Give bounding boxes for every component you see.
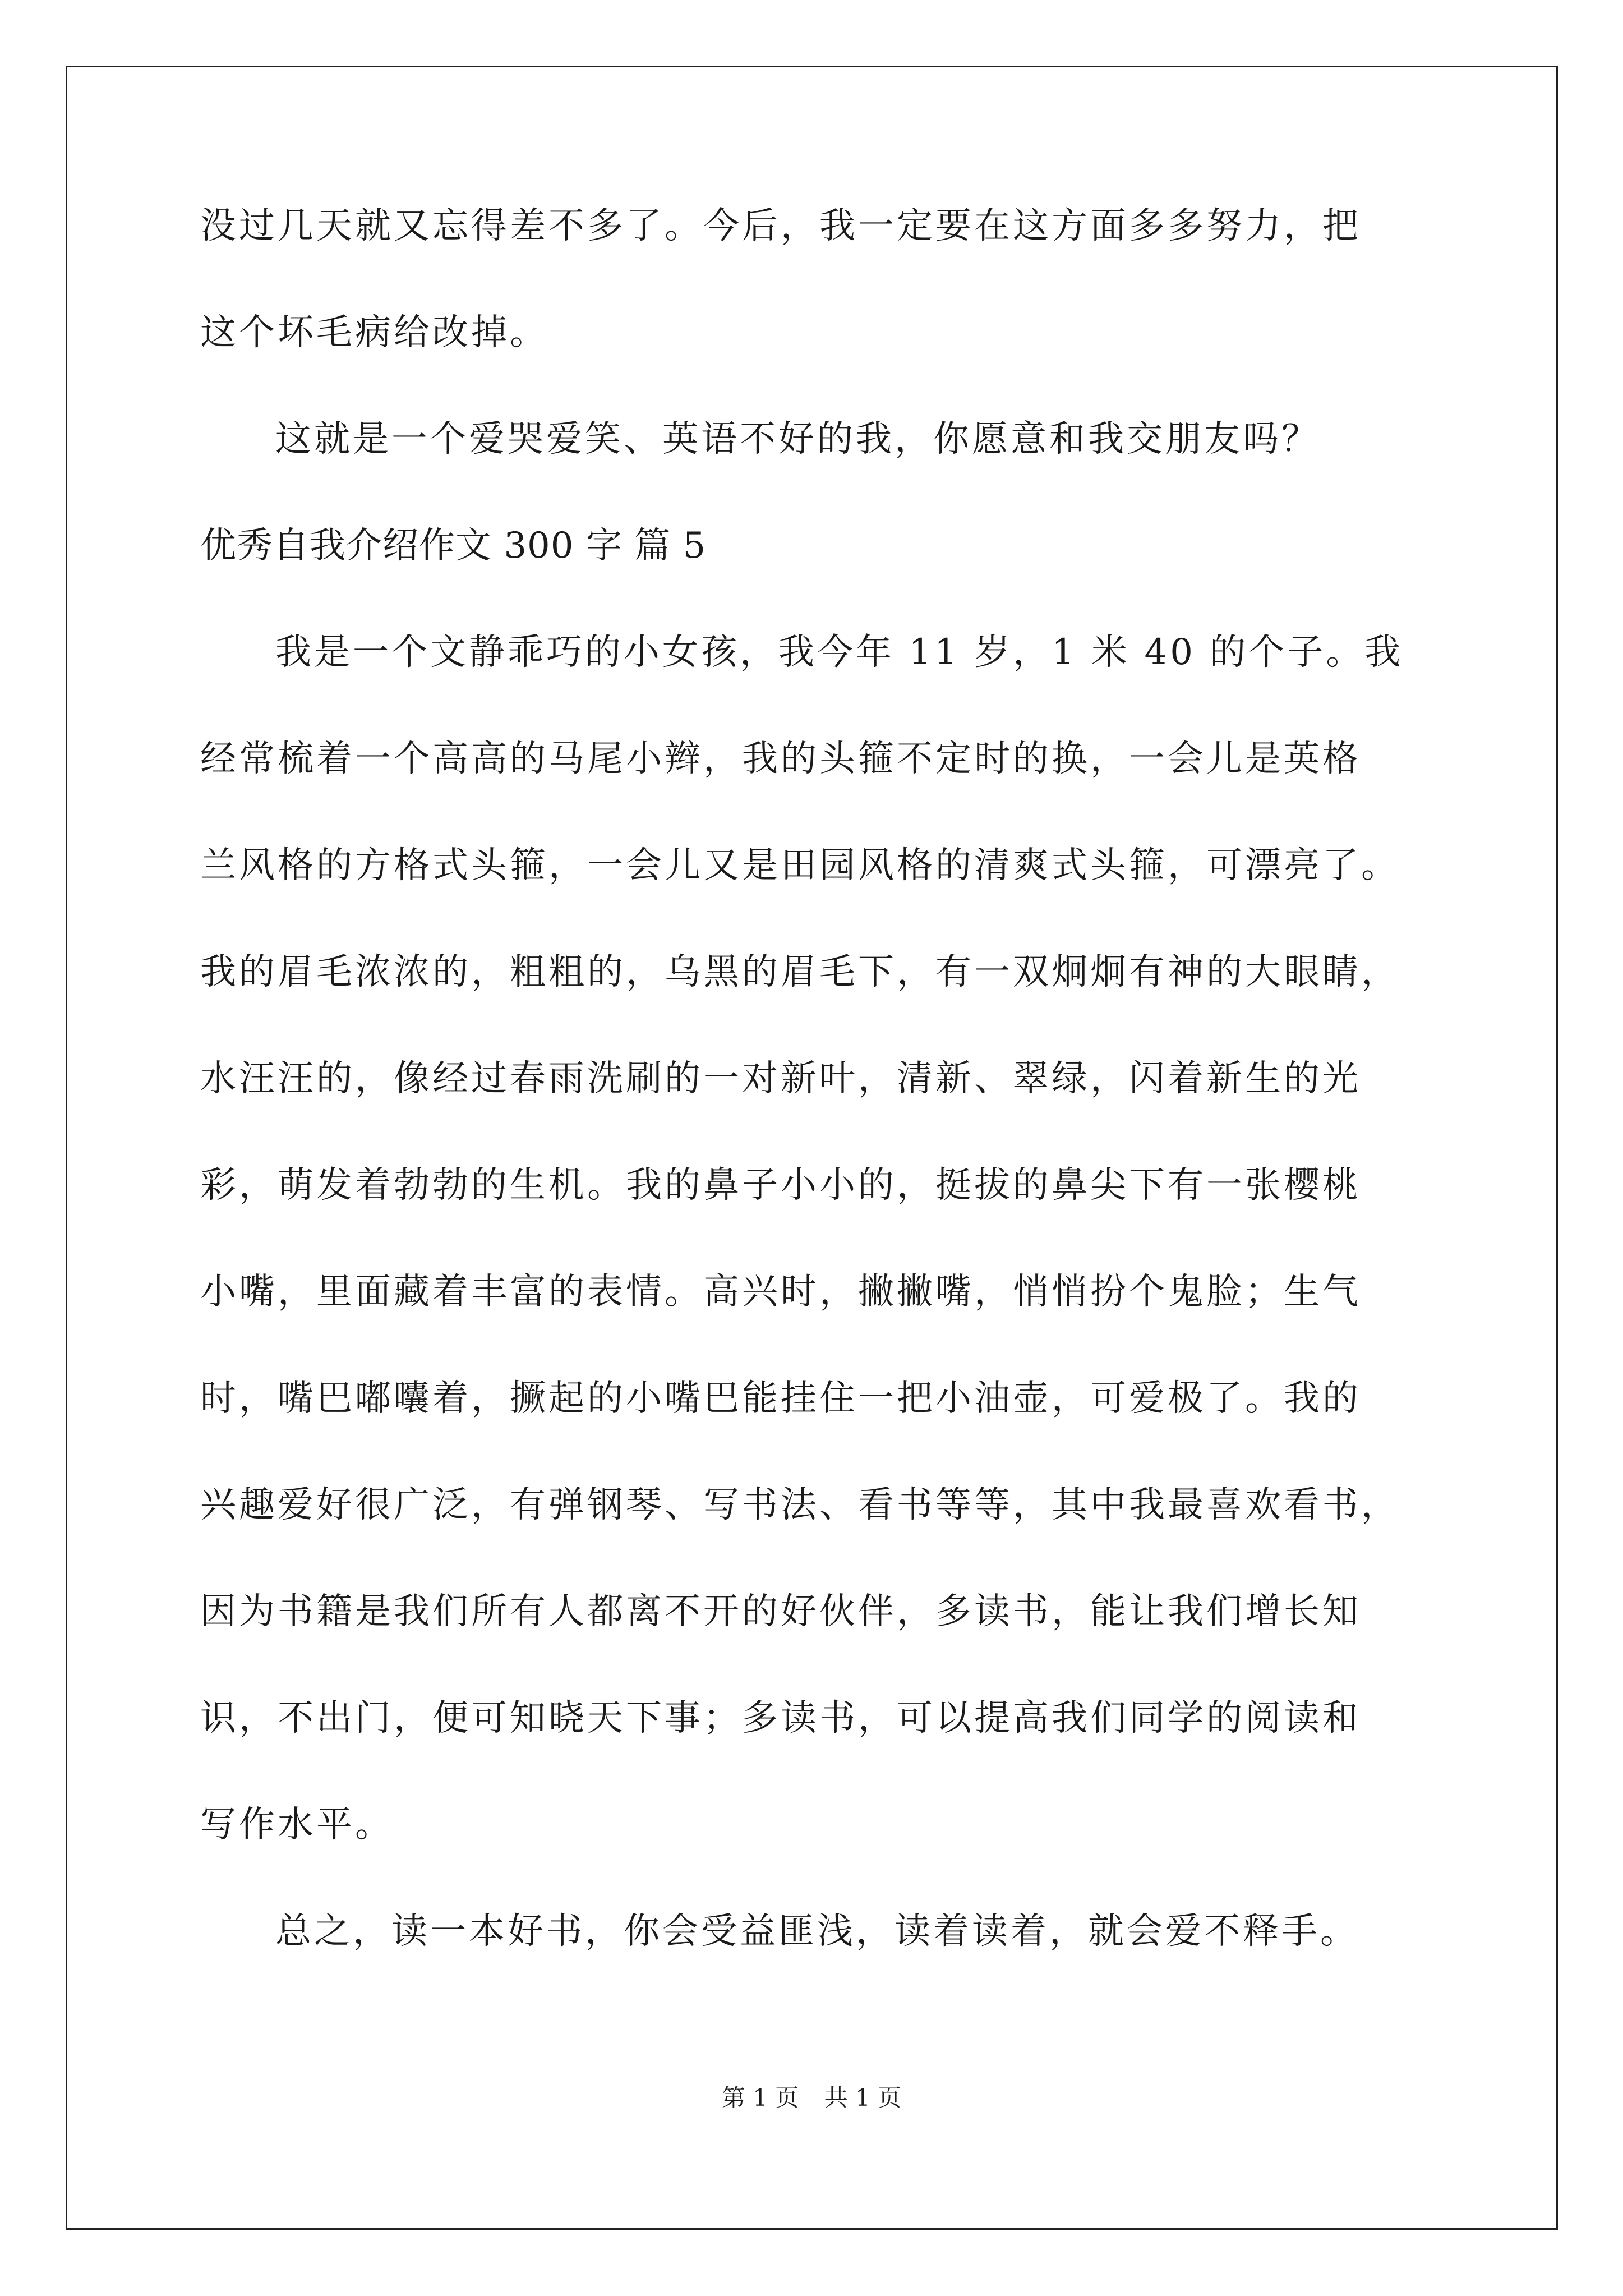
paragraph-line: 小嘴，里面藏着丰富的表情。高兴时，撇撇嘴，悄悄扮个鬼脸；生气 — [200, 1271, 1361, 1313]
paragraph-line: 时，嘴巴嘟囔着，撅起的小嘴巴能挂住一把小油壶，可爱极了。我的 — [200, 1378, 1361, 1419]
paragraph-line: 兴趣爱好很广泛，有弹钢琴、写书法、看书等等，其中我最喜欢看书， — [200, 1484, 1400, 1526]
paragraph-line: 写作水平。 — [200, 1804, 394, 1846]
paragraph-line: 水汪汪的，像经过春雨洗刷的一对新叶，清新、翠绿，闪着新生的光 — [200, 1058, 1361, 1099]
paragraph-line: 这个坏毛病给改掉。 — [200, 312, 548, 353]
paragraph-line: 彩，萌发着勃勃的生机。我的鼻子小小的，挺拔的鼻尖下有一张樱桃 — [200, 1165, 1361, 1206]
paragraph-line: 这就是一个爱哭爱笑、英语不好的我，你愿意和我交朋友吗？ — [275, 418, 1320, 460]
paragraph-line: 总之，读一本好书，你会受益匪浅，读着读着，就会爱不释手。 — [275, 1911, 1359, 1952]
page-footer — [0, 2082, 1623, 2114]
document-body — [200, 203, 1462, 2015]
paragraph-line: 我的眉毛浓浓的，粗粗的，乌黑的眉毛下，有一双炯炯有神的大眼睛， — [200, 951, 1400, 993]
paragraph-line: 兰风格的方格式头箍，一会儿又是田园风格的清爽式头箍，可漂亮了。 — [200, 845, 1400, 886]
paragraph-line: 我是一个文静乖巧的小女孩，我今年 11 岁，1 米 40 的个子。我 — [275, 632, 1404, 673]
paragraph-line: 因为书籍是我们所有人都离不开的好伙伴，多读书，能让我们增长知 — [200, 1591, 1361, 1632]
paragraph-line: 经常梳着一个高高的马尾小辫，我的头箍不定时的换，一会儿是英格 — [200, 738, 1361, 780]
paragraph-line: 没过几天就又忘得差不多了。今后，我一定要在这方面多多努力，把 — [200, 205, 1361, 247]
section-heading: 优秀自我介绍作文 300 字 篇 5 — [200, 525, 707, 567]
page-number-current: 第 1 页 — [721, 2084, 799, 2111]
paragraph-line: 识，不出门，便可知晓天下事；多读书，可以提高我们同学的阅读和 — [200, 1697, 1361, 1739]
page-number-total: 共 1 页 — [824, 2084, 902, 2111]
